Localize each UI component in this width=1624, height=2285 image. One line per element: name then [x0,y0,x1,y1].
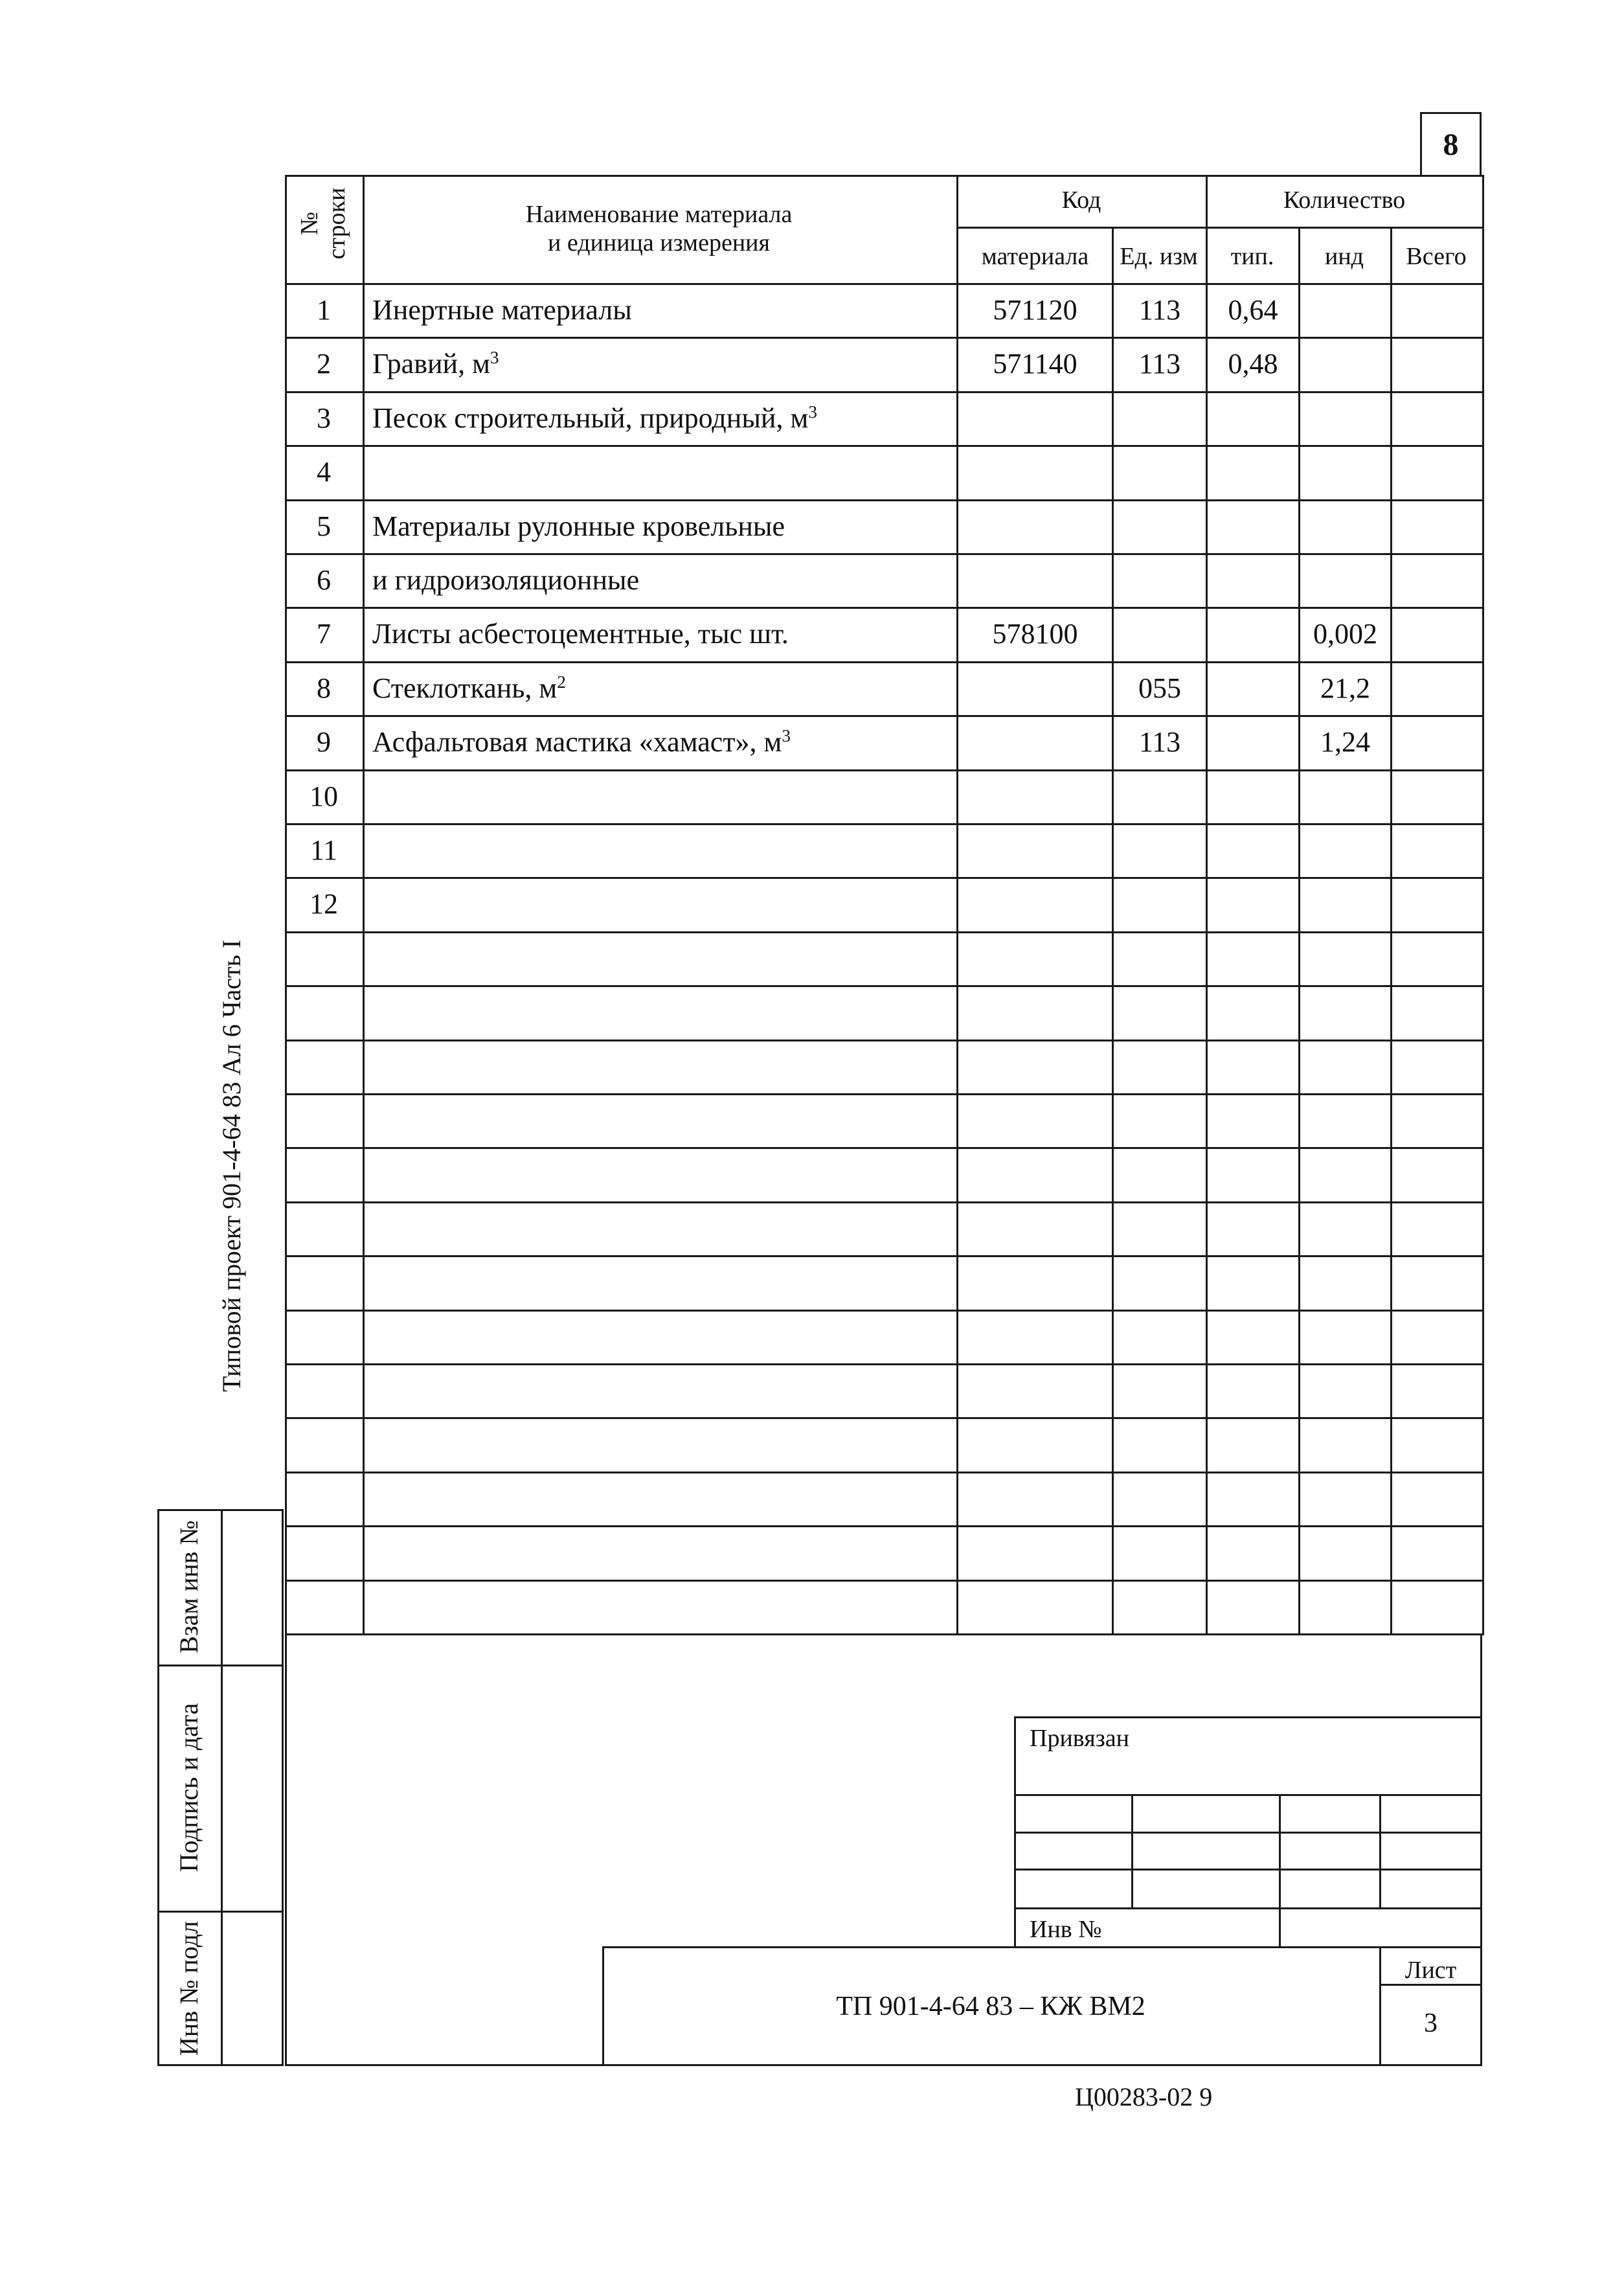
table-rule [285,1147,1482,1149]
row-number: 10 [310,780,338,812]
list-label: Лист [1404,1957,1457,1984]
table-rule [1482,175,1484,1635]
qty-ind: 0,002 [1313,618,1377,650]
table-rule [1390,227,1392,1635]
unit-exponent: 3 [490,348,499,367]
table-rule [1298,227,1300,1635]
table-rule [285,661,1482,663]
qty-typ: 0,48 [1228,348,1278,380]
row-number: 9 [317,726,331,758]
table-rule [285,1310,1482,1312]
unit-code: 113 [1138,726,1181,758]
row-number: 3 [317,402,331,434]
table-rule [285,499,1482,501]
qty-ind: 21,2 [1320,672,1370,704]
table-rule [285,283,1482,285]
material-name: и гидроизоляционные [372,564,640,596]
field-vzam-inv: Взам инв № [174,1520,203,1654]
field-podpis-data: Подпись и дата [174,1703,203,1872]
header-material-name: Наименование материала и единица измерения [525,201,793,256]
table-rule [285,391,1482,393]
unit-exponent: 3 [782,726,791,745]
row-number: 8 [317,672,331,704]
row-number: 12 [310,888,338,920]
table-rule [285,1201,1482,1203]
table-rule [285,175,1484,177]
header-code-unit: Ед. изм [1120,243,1198,270]
table-rule [285,445,1482,447]
table-rule [285,877,1482,879]
table-rule [956,227,1482,229]
unit-exponent: 2 [557,672,566,692]
material-name: Инертные материалы [372,294,632,326]
table-rule [285,1580,1482,1582]
material-name: Асфальтовая мастика «хамаст», $м^3$ [372,726,791,758]
unit-code: 113 [1138,348,1181,380]
footer-code: Ц00283-02 9 [1075,2082,1213,2111]
row-number: 11 [310,834,338,866]
table-rule [285,337,1482,339]
row-number: 5 [317,510,331,542]
table-rule [285,769,1482,771]
table-rule [285,553,1482,555]
table-rule [285,1093,1482,1095]
material-name: Гравий, $м^3$ [372,348,499,380]
table-rule [285,1040,1482,1041]
table-rule [285,1525,1482,1527]
unit-code: 113 [1138,294,1181,326]
header-code-material: материала [981,243,1089,270]
table-rule [285,1472,1482,1473]
field-inv-podl: Инв № подл [174,1921,203,2056]
table-rule [363,175,365,1635]
qty-ind: 1,24 [1320,726,1370,758]
material-name: Песок строительный, природный, $м^3$ [372,402,817,434]
unit-code: 055 [1138,672,1181,704]
table-rule [956,175,958,1635]
sheet-number: 8 [1443,128,1459,162]
row-number: 7 [317,618,331,650]
table-rule [1112,227,1114,1635]
header-qty-typ: тип. [1230,243,1274,270]
table-rule [285,1417,1482,1419]
qty-typ: 0,64 [1228,294,1278,326]
project-side-title: Типовой проект 901-4-64 83 Ал 6 Часть I [217,939,246,1393]
table-rule [285,1363,1482,1365]
table-rule [1206,175,1208,1635]
row-number: 1 [317,294,331,326]
table-rule [285,985,1482,987]
table-rule [285,931,1482,933]
document-designation: ТП 901-4-64 83 – КЖ ВМ2 [836,1992,1145,2021]
material-code: 571120 [993,294,1077,326]
table-rule [285,715,1482,717]
table-rule [285,1255,1482,1257]
list-value: 3 [1424,2008,1438,2038]
header-row-number-label: № строки [296,187,350,260]
material-code: 571140 [993,348,1077,380]
header-qty-ind: инд [1324,243,1364,270]
header-qty-total: Всего [1406,243,1467,270]
row-number: 4 [317,456,331,488]
header-quantity-group: Количество [1283,187,1406,214]
row-number: 2 [317,348,331,380]
header-code-group: Код [1061,187,1101,214]
row-number: 6 [317,564,331,596]
unit-exponent: 3 [808,402,817,422]
privyazan-label: Привязан [1030,1725,1129,1752]
table-rule [285,607,1482,609]
inv-no-label: Инв № [1030,1916,1102,1943]
material-name: Листы асбестоцементные, тыс шт. [372,618,789,650]
material-code: 578100 [992,618,1078,650]
material-name: Материалы рулонные кровельные [372,510,785,542]
material-name: Стеклоткань, $м^2$ [372,672,566,704]
table-rule [285,823,1482,825]
